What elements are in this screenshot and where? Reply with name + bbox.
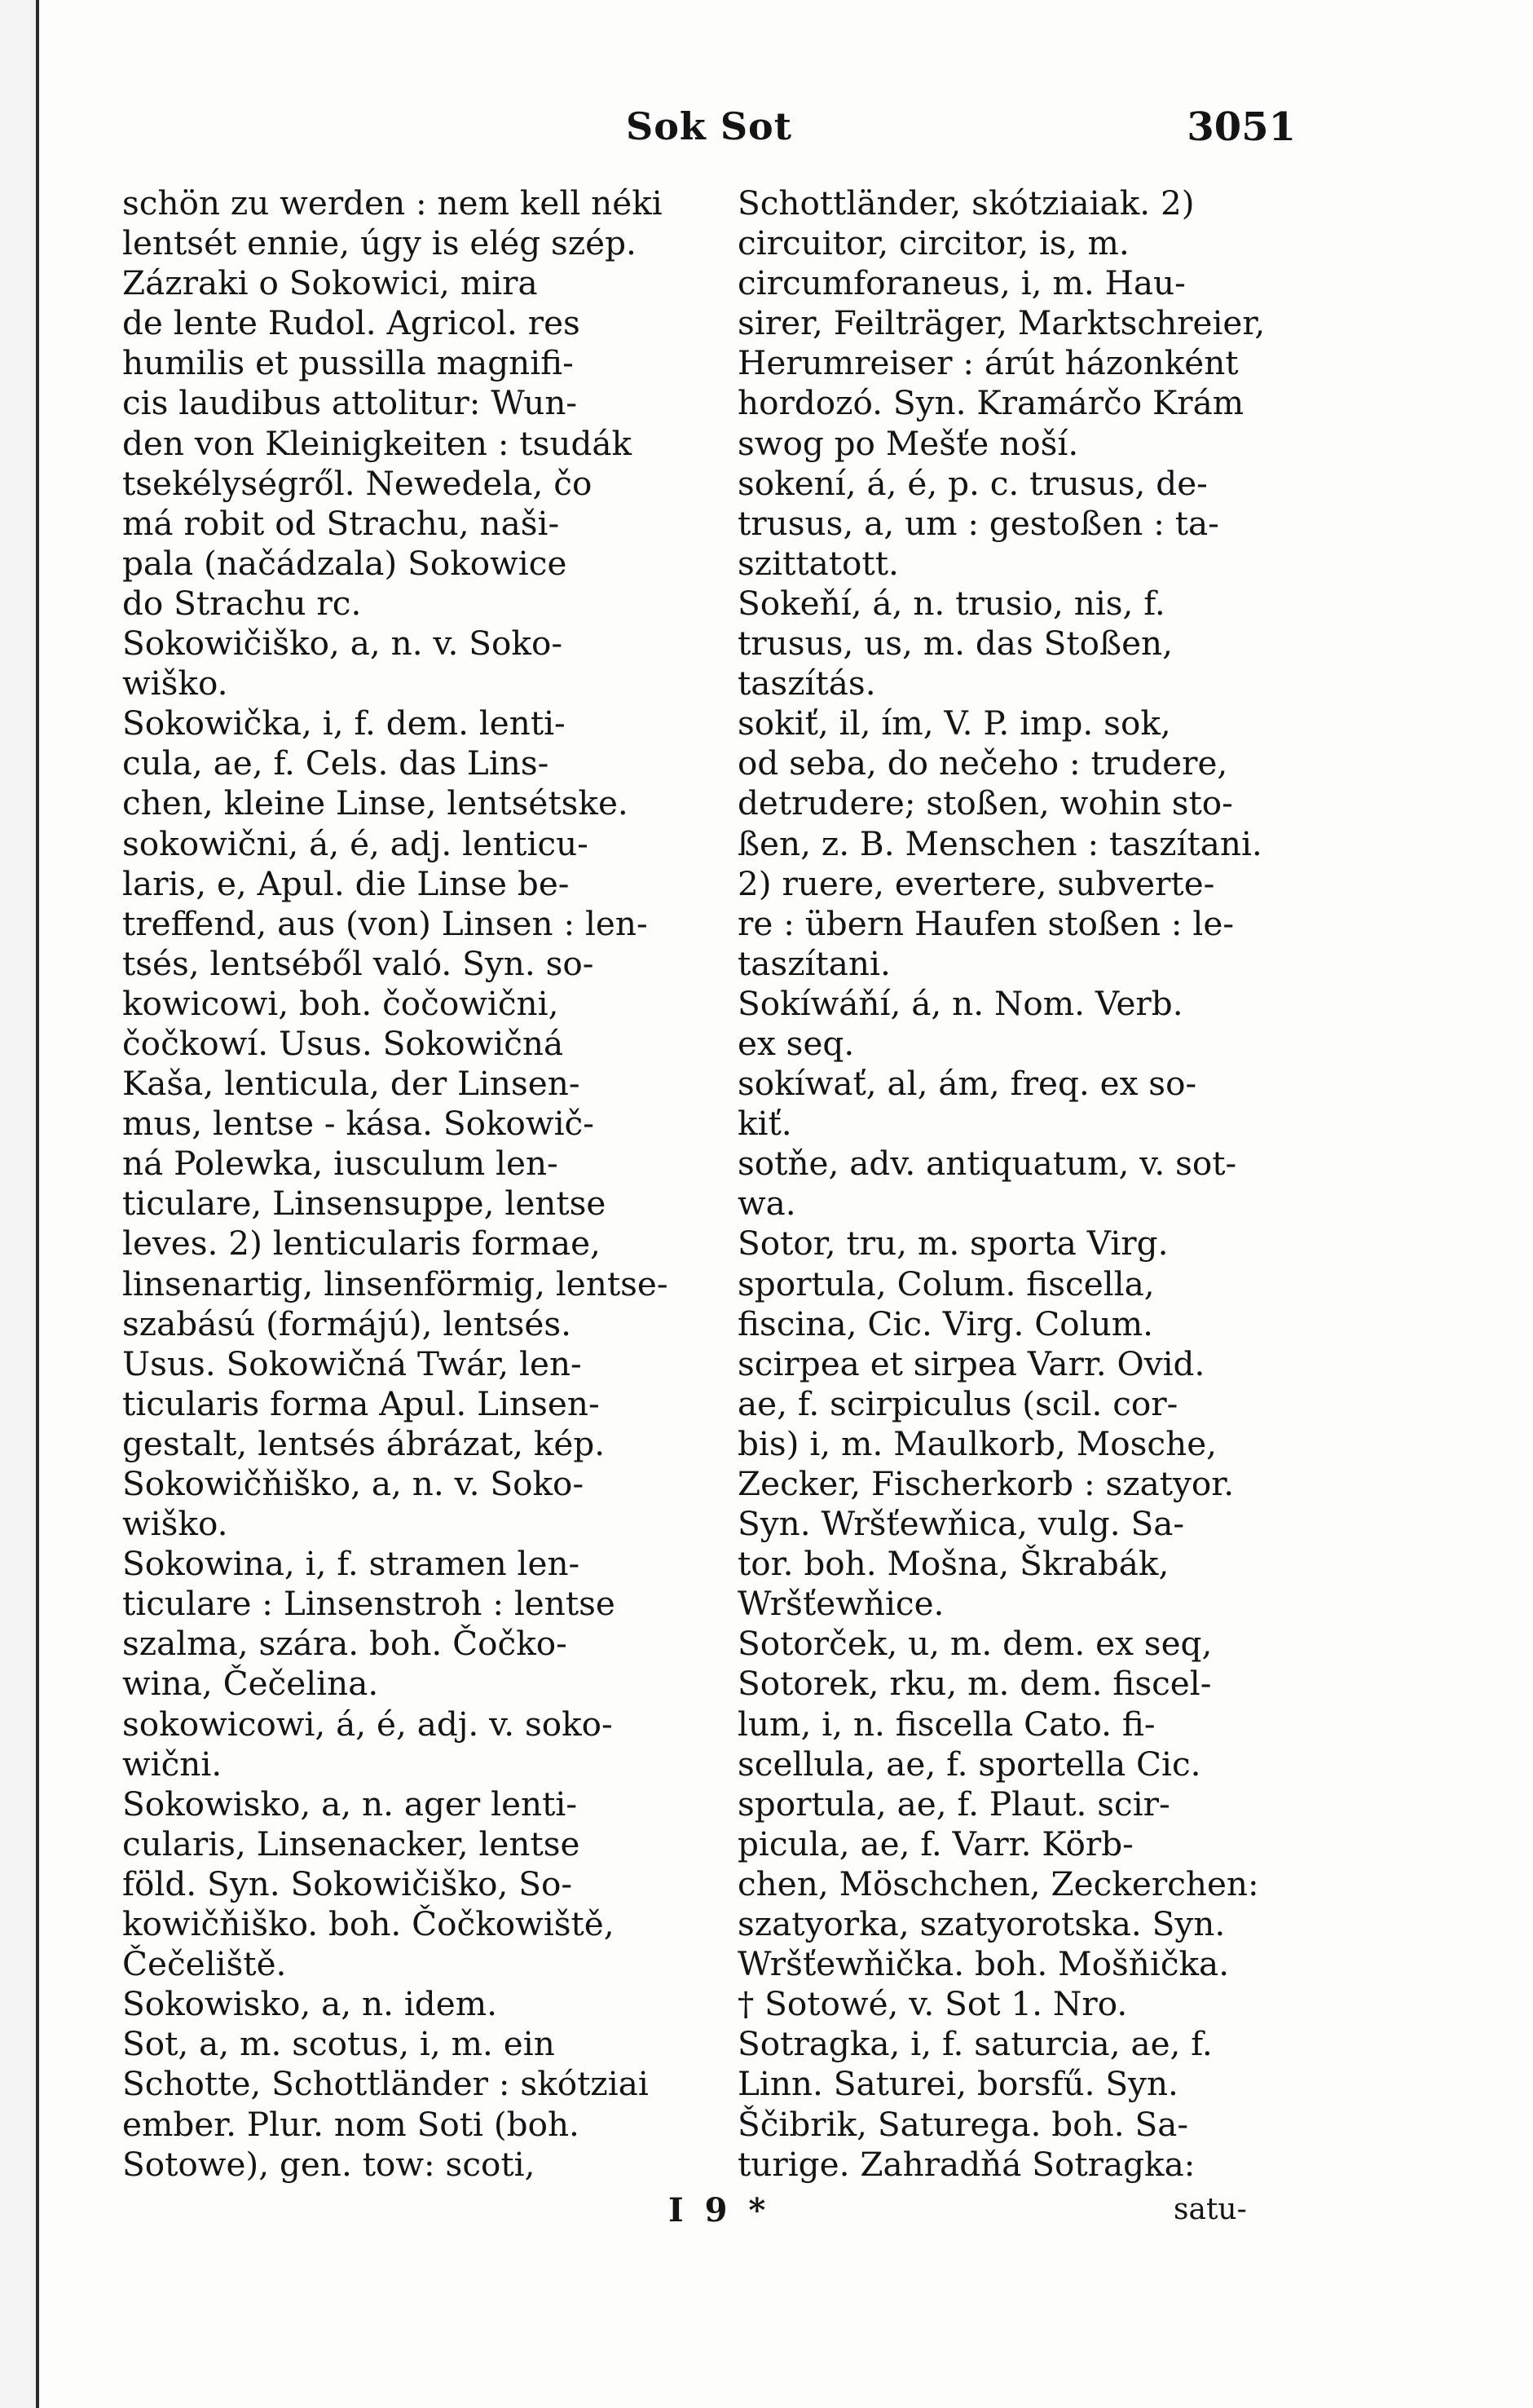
entry-line: Syn. Wršťewňica, vulg. Sa- <box>738 1504 1185 1544</box>
entry-line: fiscina, Cic. Virg. Colum. <box>738 1303 1153 1343</box>
page-header <box>122 104 1296 153</box>
entry-line: taszítás. <box>738 664 876 703</box>
entry-line: szalma, szára. boh. Čočko- <box>122 1624 567 1664</box>
entry-line: Schottländer, skótziaiak. 2) <box>738 183 1195 223</box>
entry-line: † Sotowé, v. Sot 1. Nro. <box>738 1984 1128 2024</box>
entry-line: Sokowina, i, f. stramen len- <box>122 1544 580 1584</box>
entry-line: Sotowe), gen. tow: scoti, <box>122 2144 535 2184</box>
entry-line: Sotorček, u, m. dem. ex seq, <box>738 1624 1213 1664</box>
entry-line: Sotragka, i, f. saturcia, ae, f. <box>738 2024 1213 2064</box>
entry-line: re : übern Haufen stoßen : le- <box>738 903 1235 943</box>
entry-line: sokení, á, é, p. c. trusus, de- <box>738 463 1208 503</box>
entry-line: taszítani. <box>738 943 891 983</box>
entry-line: Usus. Sokowičná Twár, len- <box>122 1343 582 1383</box>
entry-line: laris, e, Apul. die Linse be- <box>122 863 570 903</box>
entry-line: hordozó. Syn. Kramárčo Krám <box>738 383 1244 423</box>
entry-line: wa. <box>738 1184 796 1224</box>
entry-line: ticulare : Linsenstroh : lentse <box>122 1584 615 1624</box>
entry-line: treffend, aus (von) Linsen : len- <box>122 903 648 943</box>
entry-line: Ščibrik, Saturega. boh. Sa- <box>738 2104 1189 2144</box>
entry-line: Sot, a, m. scotus, i, m. ein <box>122 2024 555 2064</box>
entry-line: humilis et pussilla magnifi- <box>122 343 574 383</box>
entry-line: wiško. <box>122 664 228 703</box>
entry-line: sokowicowi, á, é, adj. v. soko- <box>122 1704 613 1744</box>
entry-line: do Strachu rc. <box>122 583 362 623</box>
entry-line: cis laudibus attolitur: Wun- <box>122 383 578 423</box>
left-column <box>122 183 707 2185</box>
entry-line: Sokowisko, a, n. idem. <box>122 1984 497 2024</box>
entry-line: pala (načádzala) Sokowice <box>122 543 567 583</box>
entry-line: kowičňiško. boh. Čočkowiště, <box>122 1904 615 1944</box>
entry-line: schön zu werden : nem kell néki <box>122 183 663 223</box>
entry-line: circuitor, circitor, is, m. <box>738 223 1130 263</box>
entry-line: szatyorka, szatyorotska. Syn. <box>738 1904 1226 1944</box>
entry-line: swog po Mešťe noší. <box>738 423 1079 463</box>
entry-line: Kaša, lenticula, der Linsen- <box>122 1064 580 1104</box>
entry-line: mus, lentse - kása. Sokowič- <box>122 1104 594 1144</box>
entry-line: circumforaneus, i, m. Hau- <box>738 263 1186 303</box>
entry-line: sportula, ae, f. Plaut. scir- <box>738 1784 1170 1824</box>
entry-line: ae, f. scirpiculus (scil. cor- <box>738 1383 1178 1423</box>
entry-line: sokiť, il, ím, V. P. imp. sok, <box>738 703 1171 743</box>
entry-line: chen, Möschchen, Zeckerchen: <box>738 1863 1259 1903</box>
entry-line: Sokowisko, a, n. ager lenti- <box>122 1784 578 1824</box>
entry-line: Wršťewňice. <box>738 1584 945 1624</box>
entry-line: ex seq. <box>738 1023 855 1063</box>
entry-line: scellula, ae, f. sportella Cic. <box>738 1744 1201 1784</box>
entry-line: sotňe, adv. antiquatum, v. sot- <box>738 1144 1237 1184</box>
entry-line: od seba, do nečeho : trudere, <box>738 743 1228 783</box>
entry-line: trusus, us, m. das Stoßen, <box>738 624 1173 664</box>
entry-line: den von Kleinigkeiten : tsudák <box>122 423 632 463</box>
entry-line: leves. 2) lenticularis formae, <box>122 1224 601 1264</box>
entry-line: cularis, Linsenacker, lentse <box>122 1824 580 1863</box>
entry-line: linsenartig, linsenförmig, lentse- <box>122 1264 668 1303</box>
page-number: 3051 <box>1187 104 1296 150</box>
entry-line: Sotor, tru, m. sporta Virg. <box>738 1224 1169 1264</box>
entry-line: bis) i, m. Maulkorb, Mosche, <box>738 1423 1218 1463</box>
entry-line: szittatott. <box>738 543 899 583</box>
entry-line: trusus, a, um : gestoßen : ta- <box>738 503 1219 543</box>
entry-line: čočkowí. Usus. Sokowičná <box>122 1023 564 1063</box>
entry-line: wiško. <box>122 1504 228 1544</box>
entry-line: ember. Plur. nom Soti (boh. <box>122 2104 579 2144</box>
entry-line: Sotorek, rku, m. dem. fiscel- <box>738 1664 1212 1704</box>
entry-line: szabású (formájú), lentsés. <box>122 1303 572 1343</box>
entry-line: de lente Rudol. Agricol. res <box>122 303 580 343</box>
entry-line: Wršťewňička. boh. Mošňička. <box>738 1944 1230 1984</box>
entry-line: wični. <box>122 1744 222 1784</box>
entry-line: Sokeňí, á, n. trusio, nis, f. <box>738 583 1165 623</box>
entry-line: detrudere; stoßen, wohin sto- <box>738 783 1233 823</box>
entry-line: Čečeliště. <box>122 1944 287 1984</box>
entry-line: sirer, Feilträger, Marktschreier, <box>738 303 1266 343</box>
scan-background-left <box>0 0 36 2408</box>
right-column <box>738 183 1324 2185</box>
running-head: Sok Sot <box>626 104 792 148</box>
entry-line: ná Polewka, iusculum len- <box>122 1144 558 1184</box>
catchword: satu- <box>1174 2193 1247 2226</box>
entry-line: ßen, z. B. Menschen : taszítani. <box>738 823 1262 863</box>
entry-line: Zecker, Fischerkorb : szatyor. <box>738 1464 1235 1503</box>
entry-line: Sokowičiško, a, n. v. Soko- <box>122 624 563 664</box>
entry-line: Herumreiser : árút házonként <box>738 343 1239 383</box>
entry-line: scirpea et sirpea Varr. Ovid. <box>738 1343 1205 1383</box>
entry-line: má robit od Strachu, naši- <box>122 503 560 543</box>
entry-line: kowicowi, boh. čočowični, <box>122 983 559 1023</box>
entry-line: 2) ruere, evertere, subverte- <box>738 863 1215 903</box>
entry-line: Linn. Saturei, borsfű. Syn. <box>738 2064 1178 2104</box>
entry-line: lum, i, n. fiscella Cato. fi- <box>738 1704 1156 1744</box>
entry-line: föld. Syn. Sokowičiško, So- <box>122 1863 573 1903</box>
entry-line: picula, ae, f. Varr. Körb- <box>738 1824 1134 1863</box>
entry-line: tsekélységről. Newedela, čo <box>122 463 592 503</box>
entry-line: Schotte, Schottländer : skótziai <box>122 2064 649 2104</box>
entry-line: Sokowička, i, f. dem. lenti- <box>122 703 566 743</box>
entry-line: ticularis forma Apul. Linsen- <box>122 1383 600 1423</box>
entry-line: Sokíwáňí, á, n. Nom. Verb. <box>738 983 1183 1023</box>
entry-line: gestalt, lentsés ábrázat, kép. <box>122 1423 606 1463</box>
entry-line: lentsét ennie, úgy is elég szép. <box>122 223 637 263</box>
entry-line: ticulare, Linsensuppe, lentse <box>122 1184 606 1224</box>
entry-line: wina, Čečelina. <box>122 1664 379 1704</box>
entry-line: Zázraki o Sokowici, mira <box>122 263 538 303</box>
entry-line: sokíwať, al, ám, freq. ex so- <box>738 1064 1197 1104</box>
entry-line: Sokowičňiško, a, n. v. Soko- <box>122 1464 584 1503</box>
signature-mark: I 9 * <box>668 2191 771 2229</box>
entry-line: tor. boh. Mošna, Škrabák, <box>738 1544 1170 1584</box>
entry-line: cula, ae, f. Cels. das Lins- <box>122 743 549 783</box>
entry-line: sokowični, á, é, adj. lenticu- <box>122 823 588 863</box>
entry-line: sportula, Colum. fiscella, <box>738 1264 1155 1303</box>
entry-line: chen, kleine Linse, lentsétske. <box>122 783 628 823</box>
entry-line: turige. Zahradňá Sotragka: <box>738 2144 1196 2184</box>
entry-line: tsés, lentséből való. Syn. so- <box>122 943 594 983</box>
entry-line: kiť. <box>738 1104 792 1144</box>
